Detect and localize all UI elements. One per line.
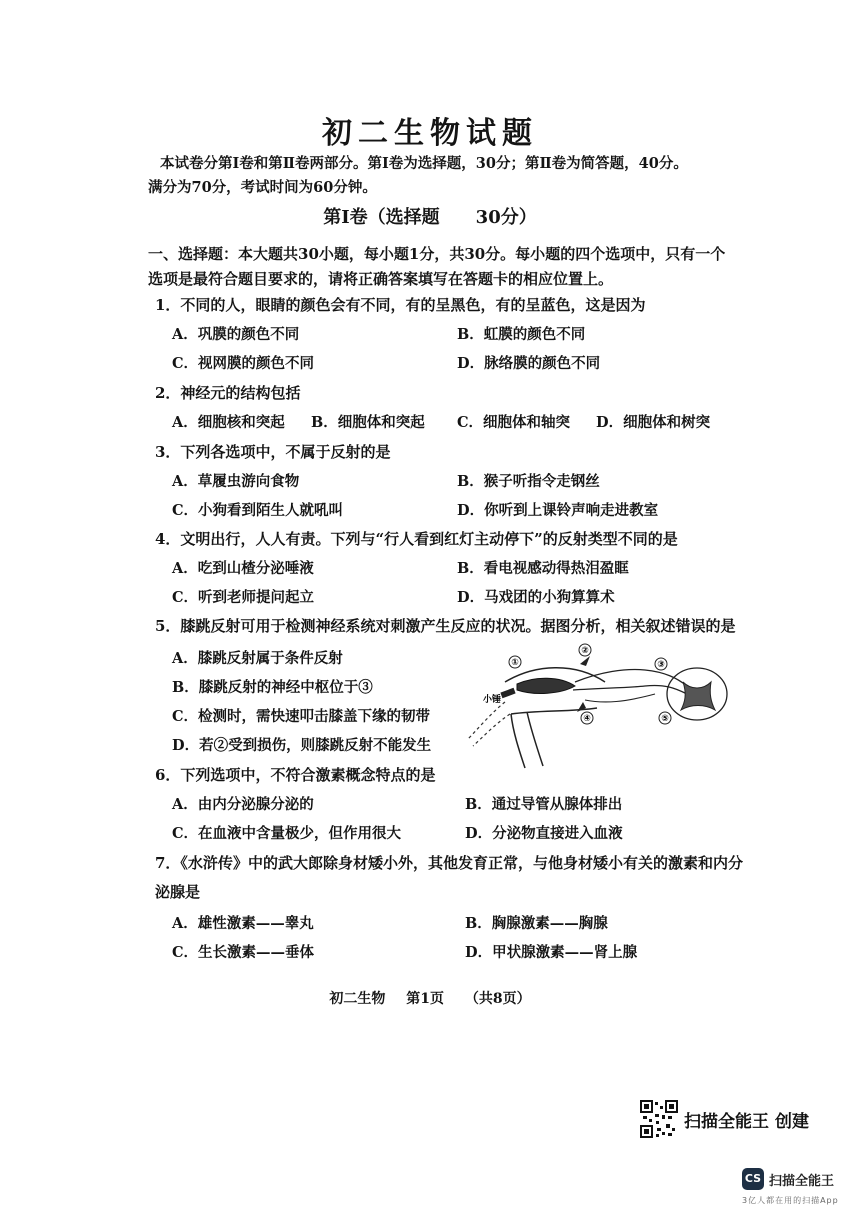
q6-option-d: D．分泌物直接进入血液 bbox=[465, 825, 623, 842]
lower-leg-solid bbox=[511, 714, 525, 768]
question-6-stem: 6．下列选项中，不符合激素概念特点的是 bbox=[155, 766, 436, 784]
q7-option-d: D．甲状腺激素——肾上腺 bbox=[465, 944, 638, 961]
q3-option-a: A．草履虫游向食物 bbox=[172, 473, 300, 490]
q5-option-b: B．膝跳反射的神经中枢位于③ bbox=[172, 679, 373, 696]
page-footer bbox=[0, 988, 860, 1008]
watermark-text bbox=[684, 1107, 809, 1132]
q5-option-c: C．检测时，需快速叩击膝盖下缘的韧带 bbox=[172, 708, 431, 725]
nerve-to-knee bbox=[585, 694, 655, 702]
q2-option-c: C．细胞体和轴突 bbox=[457, 414, 571, 431]
question-5-stem: 5．膝跳反射可用于检测神经系统对刺激产生反应的状况。据图分析，相关叙述错误的是 bbox=[155, 617, 736, 635]
question-4-stem: 4．文明出行，人人有责。下列与“行人看到红灯主动停下”的反射类型不同的是 bbox=[155, 530, 678, 548]
q3-option-b: B．猴子听指令走钢丝 bbox=[457, 473, 600, 490]
label-4: ④ bbox=[583, 714, 591, 724]
logo-name: 扫描全能王 bbox=[769, 1173, 835, 1189]
q2-option-a: A．细胞核和突起 bbox=[172, 414, 285, 431]
q1-option-c: C．视网膜的颜色不同 bbox=[172, 355, 315, 372]
arrow-down bbox=[577, 702, 586, 712]
q6-option-b: B．通过导管从腺体排出 bbox=[465, 796, 623, 813]
footer-total: （共8页） bbox=[464, 991, 531, 1007]
q5-option-d: D．若②受到损伤，则膝跳反射不能发生 bbox=[172, 737, 432, 754]
q2-option-b: B．细胞体和突起 bbox=[311, 414, 425, 431]
q3-option-c: C．小狗看到陌生人就吼叫 bbox=[172, 502, 344, 519]
hammer-label: 小锤 bbox=[483, 695, 502, 705]
question-7-stem-cont: 泌腺是 bbox=[155, 883, 201, 901]
q1-option-a: A．巩膜的颜色不同 bbox=[172, 326, 300, 343]
q7-option-c: C．生长激素——垂体 bbox=[172, 944, 315, 961]
q5-option-a: A．膝跳反射属于条件反射 bbox=[172, 650, 343, 667]
q7-option-a: A．雄性激素——睾丸 bbox=[172, 915, 314, 932]
question-3-stem: 3．下列各选项中，不属于反射的是 bbox=[155, 443, 391, 461]
label-5: ⑤ bbox=[661, 714, 669, 724]
watermark-action: 创建 bbox=[775, 1111, 809, 1132]
motor-nerve bbox=[573, 685, 687, 694]
q6-option-a: A．由内分泌腺分泌的 bbox=[172, 796, 314, 813]
page-title: 初二生物试题 bbox=[322, 116, 538, 151]
label-3: ③ bbox=[657, 660, 665, 670]
instructions-line-1: 一、选择题：本大题共30小题，每小题1分，共30分。每小题的四个选项中，只有一个 bbox=[148, 245, 726, 263]
gray-matter bbox=[681, 682, 715, 710]
footer-subject: 初二生物 bbox=[329, 991, 386, 1007]
scanner-logo bbox=[742, 1168, 834, 1190]
lower-leg-dashed bbox=[473, 714, 510, 746]
section-title: 第Ⅰ卷（选择题 30分） bbox=[323, 207, 537, 228]
label-2: ② bbox=[581, 646, 589, 656]
q6-option-c: C．在血液中含量极少，但作用很大 bbox=[172, 825, 402, 842]
q1-option-b: B．虹膜的颜色不同 bbox=[457, 326, 586, 343]
question-1-stem: 1．不同的人，眼睛的颜色会有不同，有的呈黑色，有的呈蓝色，这是因为 bbox=[155, 296, 646, 314]
cs-logo-icon: CS bbox=[742, 1168, 764, 1190]
q4-option-d: D．马戏团的小狗算算术 bbox=[457, 589, 615, 606]
label-1: ① bbox=[511, 658, 519, 668]
footer-page: 第1页 bbox=[406, 991, 444, 1007]
q4-option-b: B．看电视感动得热泪盈眶 bbox=[457, 560, 629, 577]
qr-code-icon bbox=[640, 1100, 678, 1138]
q4-option-c: C．听到老师提问起立 bbox=[172, 589, 315, 606]
instructions-line-2: 选项是最符合题目要求的，请将正确答案填写在答题卡的相应位置上。 bbox=[148, 270, 614, 288]
logo-tagline: 3亿人都在用的扫描App bbox=[742, 1196, 839, 1205]
question-7-stem: 7．《水浒传》中的武大郎除身材矮小外，其他发育正常，与他身材矮小有关的激素和内分 bbox=[155, 854, 743, 872]
sensory-nerve bbox=[575, 670, 687, 687]
intro-line-2: 满分为70分，考试时间为60分钟。 bbox=[148, 179, 377, 196]
intro-line-1: 本试卷分第Ⅰ卷和第Ⅱ卷两部分。第Ⅰ卷为选择题，30分；第Ⅱ卷为简答题，40分。 bbox=[160, 155, 688, 172]
watermark-app-name: 扫描全能王 bbox=[684, 1111, 769, 1132]
arrow-up bbox=[580, 656, 590, 666]
q2-option-d: D．细胞体和树突 bbox=[596, 414, 711, 431]
q7-option-b: B．胸腺激素——胸腺 bbox=[465, 915, 608, 932]
q3-option-d: D．你听到上课铃声响走进教室 bbox=[457, 502, 659, 519]
q1-option-d: D．脉络膜的颜色不同 bbox=[457, 355, 601, 372]
quadriceps-muscle bbox=[517, 678, 575, 693]
knee-reflex-diagram bbox=[465, 642, 735, 770]
scanner-watermark bbox=[640, 1100, 809, 1138]
reflex-hammer bbox=[500, 688, 515, 698]
q4-option-a: A．吃到山楂分泌唾液 bbox=[172, 560, 314, 577]
question-2-stem: 2．神经元的结构包括 bbox=[155, 384, 301, 402]
lower-leg-solid-2 bbox=[527, 712, 543, 766]
